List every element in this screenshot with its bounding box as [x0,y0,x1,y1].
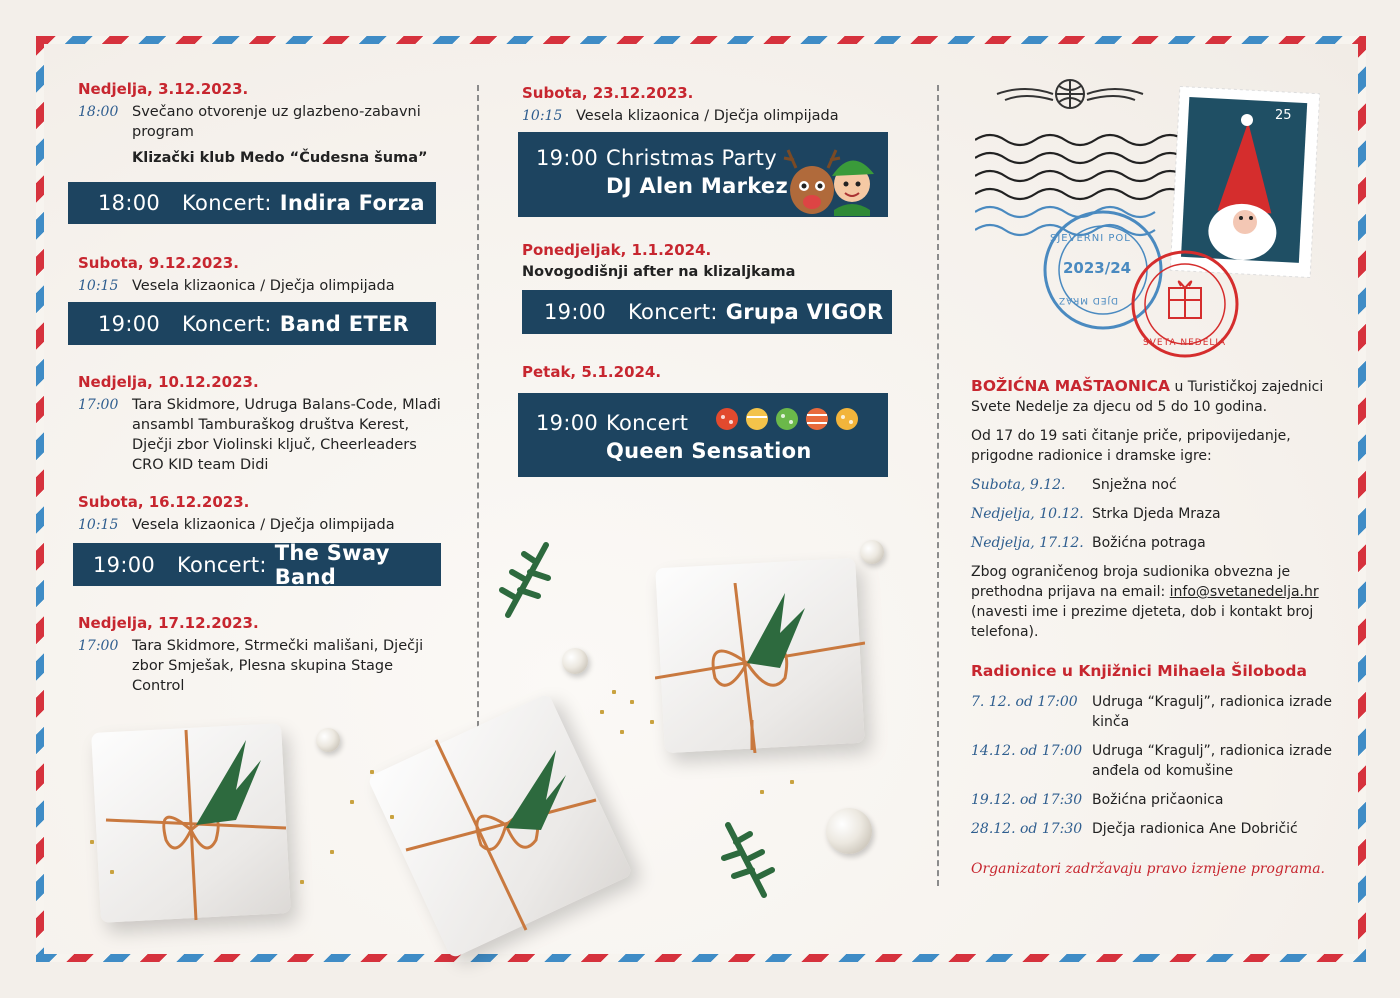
program-description: Od 17 do 19 sati čitanje priče, pripovijedanje, prigodne radionice i dramske igre: [971,428,1291,464]
ornaments-icon [714,403,869,433]
banner-line2: DJ Alen Markez [606,174,789,198]
right-column [971,376,1341,877]
postmark-year: 2023/24 [1063,259,1132,277]
event-time: 18:00 [78,104,119,120]
concert-banner [68,302,436,345]
workshops-title: Radionice u Knjižnici Mihaela Šiloboda [971,662,1307,680]
schedule-date: Nedjelja, 17.12. [971,535,1084,551]
event-row [78,515,448,535]
event-desc: Vesela klizaonica / Dječja olimpijada [132,517,395,533]
workshop-item [971,741,1341,781]
registration-note [971,562,1341,642]
banner-time: 18:00 [98,191,161,215]
concert-banner [522,290,892,334]
queen-banner [518,393,888,477]
banner-label: Koncert: [182,191,272,215]
schedule-item [971,475,1341,495]
banner-time: 19:00 [536,411,599,435]
event-desc: Svečano otvorenje uz glazbeno-zabavni program [132,104,421,140]
banner-label: Koncert [606,411,689,435]
schedule-title: Strka Djeda Mraza [1092,506,1221,522]
banner-name: Grupa VIGOR [725,300,884,324]
event-block [78,373,448,475]
event-day: Petak, 5.1.2024. [522,363,662,381]
event-day: Ponedjeljak, 1.1.2024. [522,241,712,259]
workshop-title: Božićna pričaonica [1092,792,1224,808]
event-block [78,80,448,224]
workshop-title: Dječja radionica Ane Dobričić [1092,821,1298,837]
schedule-title: Božićna potraga [1092,535,1206,551]
event-desc: Vesela klizaonica / Dječja olimpijada [576,108,839,124]
pine-sprig-icon [716,820,776,900]
registration-text-a: Zbog ograničenog broja sudionika obvezna je prethodna prijava na email: [971,564,1291,600]
left-column [78,80,448,696]
workshop-title: Udruga “Kragulj”, radionica izrade kinča [1092,694,1332,730]
event-desc: Tara Skidmore, Udruga Balans-Code, Mlađi ansambl Tamburaškog društva Kerest, Dječji zbor Violinski ključ, Cheerleaders CRO KID team Didi [132,397,441,473]
event-time: 10:15 [522,108,563,124]
ornament-ball [826,808,872,854]
event-row [522,106,902,126]
workshop-date: 7. 12. od 17:00 [971,694,1078,710]
schedule-item [971,533,1341,553]
banner-name: The Sway Band [274,540,390,589]
stamp-postmark-illustration [975,72,1320,362]
banner-name: Queen Sensation [606,439,812,463]
email-link[interactable]: info@svetanedelja.hr [1169,584,1319,600]
twine-top-gift [655,583,865,753]
reindeer-elf-illustration [782,138,882,216]
event-row [78,102,448,142]
workshop-item [971,819,1341,839]
maštaonica-intro [971,376,1341,417]
event-desc: Klizački klub Medo “Čudesna šuma” [132,150,428,166]
event-row [78,395,448,475]
ornament-ball [860,540,884,564]
concert-banner [68,182,436,224]
event-row [78,636,448,696]
event-block [522,363,902,477]
banner-label: Koncert: [628,300,718,324]
event-day: Subota, 23.12.2023. [522,84,694,102]
workshop-date: 19.12. od 17:30 [971,792,1083,808]
banner-label: Koncert: [177,552,267,577]
workshop-item [971,790,1341,810]
event-day: Nedjelja, 3.12.2023. [78,80,249,98]
middle-column [522,84,902,477]
workshop-date: 28.12. od 17:30 [971,821,1083,837]
event-time [78,148,132,168]
banner-time: 19:00 [93,552,156,577]
postmark-top-text: SJEVERNI POL [1050,233,1131,244]
event-day: Subota, 9.12.2023. [78,254,239,272]
ornament-ball [562,648,588,674]
banner-time: 19:00 [544,300,607,324]
schedule-date: Subota, 9.12. [971,477,1066,493]
banner-label: Koncert: [182,311,272,336]
workshop-title: Udruga “Kragulj”, radionica izrade anđela od komušine [1092,743,1332,779]
event-row [78,276,448,296]
event-day: Subota, 16.12.2023. [78,493,250,511]
intro-text: u Turističkoj zajednici Svete Nedelje za djecu od 5 do 10 godina. [971,379,1324,415]
banner-name: Indira Forza [279,191,425,215]
event-block [78,254,448,345]
registration-text-b: (navesti ime i prezime djeteta, dob i kontakt broj telefona). [971,604,1314,640]
schedule-item [971,504,1341,524]
event-desc: Novogodišnji after na klizaljkama [522,264,796,280]
event-block [522,84,902,217]
event-block [78,614,448,696]
workshop-date: 14.12. od 17:00 [971,743,1083,759]
event-time: 10:15 [78,517,119,533]
event-block [522,241,902,334]
banner-name: Band ETER [279,311,410,336]
schedule-date: Nedjelja, 10.12. [971,506,1084,522]
section-title: BOŽIĆNA MAŠTAONICA [971,377,1170,395]
event-block [78,493,448,589]
ornament-ball [316,728,340,752]
footnote: Organizatori zadržavaju pravo izmjene programa. [971,861,1325,877]
schedule-title: Snježna noć [1092,477,1177,493]
banner-line1: Christmas Party [606,146,777,170]
event-time: 17:00 [78,397,119,413]
banner-time: 19:00 [98,311,161,336]
stamp-value: 25 [1275,108,1292,123]
event-row [78,148,448,168]
column-divider-2 [937,85,939,886]
seal-text: SVETA NEDELJA [1143,338,1227,348]
event-desc: Tara Skidmore, Strmečki mališani, Dječji zbor Smješak, Plesna skupina Stage Control [132,638,424,694]
event-desc: Vesela klizaonica / Dječja olimpijada [132,278,395,294]
pine-sprig-icon [498,540,558,620]
event-time: 17:00 [78,638,119,654]
event-day: Nedjelja, 17.12.2023. [78,614,259,632]
event-time: 10:15 [78,278,119,294]
banner-time: 19:00 [536,146,599,170]
concert-banner [73,540,441,589]
workshop-item [971,692,1341,732]
event-day: Nedjelja, 10.12.2023. [78,373,259,391]
party-banner [518,132,888,217]
postmark-bottom-text: DJED MRAZ [1058,295,1119,305]
